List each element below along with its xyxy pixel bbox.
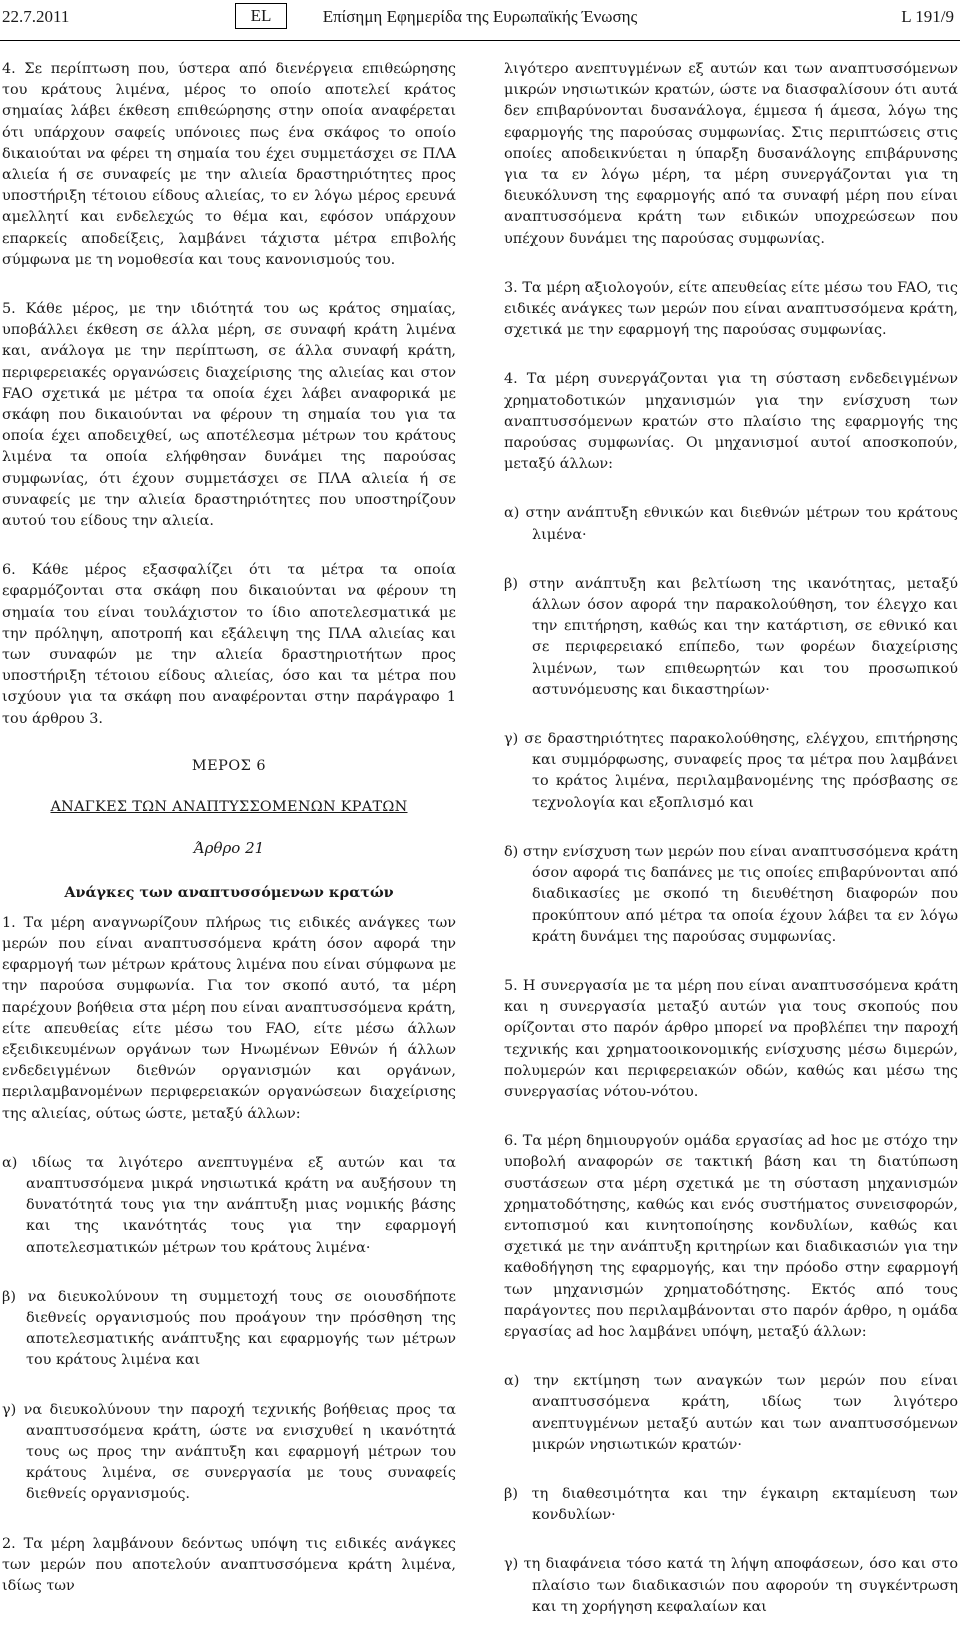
- article-number: Άρθρο 21: [193, 839, 265, 858]
- list-item-a: α) την εκτίμηση των αναγκών των μερών που είναι αναπτυσσόμενα κράτη, ιδίως των λιγότερο ανεπτυγμένων μεταξύ αυτών και των αναπτυσσόμενων μικρών νησιωτικών κρατών·: [504, 1373, 958, 1453]
- list-item-b: β) στην ανάπτυξη και βελτίωση της ικανότητας, μεταξύ άλλων όσον αφορά την παρακολούθηση, τον έλεγχο και την επιτήρηση, καθώς και την κατάρτιση, σε εθνικό και σε περιφερειακό επίπεδο, των φορέων διαχείρισης λιμένων, των επιθεωρητών και του προσωπικού αστυνόμευσης και δικαστηρίων·: [504, 575, 958, 698]
- article-title: Ανάγκες των αναπτυσσόμενων κρατών: [64, 883, 394, 901]
- part-title: ΑΝΑΓΚΕΣ ΤΩΝ ΑΝΑΠΤΥΣΣΟΜΕΝΩΝ ΚΡΑΤΩΝ: [50, 799, 408, 816]
- article-paragraph-5: 5. Η συνεργασία με τα μέρη που είναι αναπτυσσόμενα κράτη και η συνεργασία μεταξύ αυτών για τους σκοπούς που ορίζονται στο παρόν άρθρο μπορεί να προβλέπει την παροχή τεχνικής και χρηματοοικονομικής ενίσχυσης μέσω διμερών, πολυμερών και περιφερειακών οδών, καθώς και μέσω της συνεργασίας νότου-νότου.: [504, 977, 958, 1100]
- list-item-c: γ) να διευκολύνουν την παροχή τεχνικής βοήθειας προς τα αναπτυσσόμενα κράτη, ώστε να ενισχυθεί η ικανότητά τους ως προς την ανάπτυξη και εφαρμογή μέτρων του κράτους λιμένα, σε συνεργασία με τους συναφείς διεθνείς οργανισμούς.: [2, 1401, 456, 1503]
- page-reference: L 191/9: [901, 7, 954, 26]
- list-item-c: γ) τη διαφάνεια τόσο κατά τη λήψη αποφάσεων, όσο και στο πλαίσιο των διαδικασιών που αφορούν τη συγκέντρωση και τη χορήγηση κεφαλαίων και: [504, 1556, 958, 1615]
- list-item-a: α) στην ανάπτυξη εθνικών και διεθνών μέτρων του κράτους λιμένα·: [504, 505, 958, 543]
- part-number: ΜΕΡΟΣ 6: [191, 757, 267, 774]
- list-item-c: γ) σε δραστηριότητες παρακολούθησης, ελέγχου, επιτήρησης και συμμόρφωσης, συναφείς προς τα μέτρα που λαμβάνει το κράτος λιμένα, περιλαμβανομένης της πρόσβασης σε τεχνολογία και εξοπλισμό και: [504, 731, 958, 811]
- publication-date: 22.7.2011: [2, 7, 70, 26]
- list-item-a: α) ιδίως τα λιγότερο ανεπτυγμένα εξ αυτών και τα αναπτυσσόμενα μικρά νησιωτικά κράτη να αυξήσουν τη δυνατότητά τους για την ανάπτυξη μιας νομικής βάσης και της ικανότητάς τους για την εφαρμογή αποτελεσματικών μέτρων του κράτους λιμένα·: [2, 1154, 456, 1256]
- list-item-d: δ) στην ενίσχυση των μερών που είναι αναπτυσσόμενα κράτη όσον αφορά τις δαπάνες με τις οποίες επιβαρύνονται από διαδικασίες με σκοπό τη διευθέτηση διαφορών που προκύπτουν από μέτρα τα οποία έχουν λάβει τα εν λόγω κράτη δυνάμει της παρούσας συμφωνίας.: [504, 843, 958, 945]
- right-column: [504, 59, 958, 1646]
- article-paragraph-1: 1. Τα μέρη αναγνωρίζουν πλήρως τις ειδικές ανάγκες των μερών που είναι αναπτυσσόμενα κράτη όσον αφορά την εφαρμογή των μέτρων κράτους λιμένα που είναι σύμφωνα με την παρούσα συμφωνία. Για τον σκοπό αυτό, τα μέρη παρέχουν βοήθεια στα μέρη που είναι αναπτυσσόμενα κράτη, είτε απευθείας είτε μέσω του FAO, είτε μέσω άλλων εξειδικευμένων οργάνων των Ηνωμένων Εθνών ή άλλων ενδεδειγμένων διεθνών οργανισμών και οργάνων, περιλαμβανομένων περιφερειακών οργανώσεων διαχείρισης της αλιείας, ούτως ώστε, μεταξύ άλλων:: [2, 914, 456, 1122]
- paragraph-4: 4. Σε περίπτωση που, ύστερα από διενέργεια επιθεώρησης του κράτους λιμένα, μέρος το οποίο αποτελεί κράτος σημαίας λάβει έκθεση επιθεώρησης στην οποία αναφέρεται ότι υπάρχουν σαφείς υπόνοιες πως ένα σκάφος το οποίο δικαιούται να φέρει τη σημαία του έχει συμμετάσχει σε ΠΛΑ αλιεία ή σε συναφείς με την αλιεία δραστηριότητες προς υποστήριξη τέτοιου είδους αλιείας, το εν λόγω μέρος ερευνά αμελλητί και ενδελεχώς το θέμα και, εφόσον υπάρχουν επαρκείς αποδείξεις, λαμβάνει τάχιστα μέτρα επιβολής σύμφωνα με τη νομοθεσία και τους κανονισμούς του.: [2, 61, 456, 268]
- list-item-b: β) τη διαθεσιμότητα και την έγκαιρη εκταμίευση των κονδυλίων·: [504, 1485, 958, 1524]
- language-code-box: EL: [235, 3, 287, 29]
- paragraph-2-continued: λιγότερο ανεπτυγμένων εξ αυτών και των αναπτυσσόμενων μικρών νησιωτικών κρατών, ώστε να διασφαλίσουν ότι αυτά δεν επιβαρύνονται δυσανάλογα, έμμεσα ή άμεσα, λόγω της εφαρμογής της παρούσας συμφωνίας. Στις περιπτώσεις στις οποίες αποδεικνύεται η ύπαρξη δυσανάλογης επιβάρυνσης για τα εν λόγω μέρη, τα μέρη συνεργάζονται για τη διευκόλυνση της εφαρμογής από τα συναφή μέρη που είναι αναπτυσσόμενα κράτη των ειδικών υποχρεώσεων που υπέχουν δυνάμει της παρούσας συμφωνίας.: [504, 61, 958, 247]
- paragraph-5: 5. Κάθε μέρος, με την ιδιότητά του ως κράτος σημαίας, υποβάλλει έκθεση σε άλλα μέρη, σε συναφή κράτη λιμένα και, ανάλογα με την περίπτωση, σε άλλα συναφή κράτη, περιφερειακές οργανώσεις διαχείρισης της αλιείας και στον FAO σχετικά με μέτρα τα οποία έχει λάβει αναφορικά με σκάφη που δικαιούνται να φέρουν τη σημαία του για τα οποία έχει αποδειχθεί, ως αποτέλεσμα μέτρων του κράτους λιμένα τα οποία ελήφθησαν δυνάμει της παρούσας συμφωνίας, ότι έχουν συμμετάσχει σε ΠΛΑ αλιεία ή σε συναφείς με την αλιεία δραστηριότητες που υποστηρίζουν αυτού του είδους την αλιεία.: [2, 301, 456, 530]
- article-paragraph-4: 4. Τα μέρη συνεργάζονται για τη σύσταση ενδεδειγμένων χρηματοδοτικών μηχανισμών για την ενίσχυση των αναπτυσσόμενων κρατών στο πλαίσιο της εφαρμογής της παρούσας συμφωνίας. Οι μηχανισμοί αυτοί αποσκοπούν, μεταξύ άλλων:: [504, 371, 958, 473]
- paragraph-6: 6. Κάθε μέρος εξασφαλίζει ότι τα μέτρα τα οποία εφαρμόζονται στα σκάφη που δικαιούνται να φέρουν τη σημαία του είναι τουλάχιστον το ίδιο αποτελεσματικά με την πρόληψη, αποτροπή και εξάλειψη της ΠΛΑ αλιείας και των συναφών με την αλιεία δραστηριοτήτων προς υποστήριξη τέτοιου είδους αλιείας, όσο και τα μέτρα που ισχύουν για τα σκάφη που αναφέρονται στην παράγραφο 1 του άρθρου 3.: [2, 562, 456, 727]
- journal-header: [0, 0, 960, 41]
- article-paragraph-6: 6. Τα μέρη δημιουργούν ομάδα εργασίας ad hoc με στόχο την υποβολή αναφορών σε τακτική βάση και τη διατύπωση συστάσεων στα μέρη σχετικά με τη σύσταση μηχανισμών χρηματοδότησης, καθώς και ενός συστήματος συνεισφορών, εντοπισμού και κινητοποίησης κονδυλίων, καθώς και σχετικά με την ανάπτυξη κριτηρίων και διαδικασιών για την καθοδήγηση της εφαρμογής, και την πρόοδο στην εφαρμογή των μηχανισμών χρηματοδότησης. Εκτός από τους παράγοντες που περιλαμβάνονται στο παρόν άρθρο, η ομάδα εργασίας ad hoc λαμβάνει υπόψη, μεταξύ άλλων:: [504, 1133, 958, 1340]
- left-column: [2, 59, 456, 1625]
- article-paragraph-3: 3. Τα μέρη αξιολογούν, είτε απευθείας είτε μέσω του FAO, τις ειδικές ανάγκες των μερών που είναι αναπτυσσόμενα κράτη, σχετικά με την εφαρμογή της παρούσας συμφωνίας.: [504, 279, 958, 339]
- article-paragraph-2: 2. Τα μέρη λαμβάνουν δεόντως υπόψη τις ειδικές ανάγκες των μερών που αποτελούν αναπτυσσόμενα κράτη λιμένα, ιδίως των: [2, 1535, 456, 1594]
- list-item-b: β) να διευκολύνουν τη συμμετοχή τους σε οιουσδήποτε διεθνείς οργανισμούς που προάγουν την πρόσθηση της αποτελεσματικής ανάπτυξης και εφαρμογής των μέτρων του κράτους λιμένα και: [2, 1288, 456, 1369]
- journal-title: Επίσημη Εφημερίδα της Ευρωπαϊκής Ένωσης: [322, 7, 638, 26]
